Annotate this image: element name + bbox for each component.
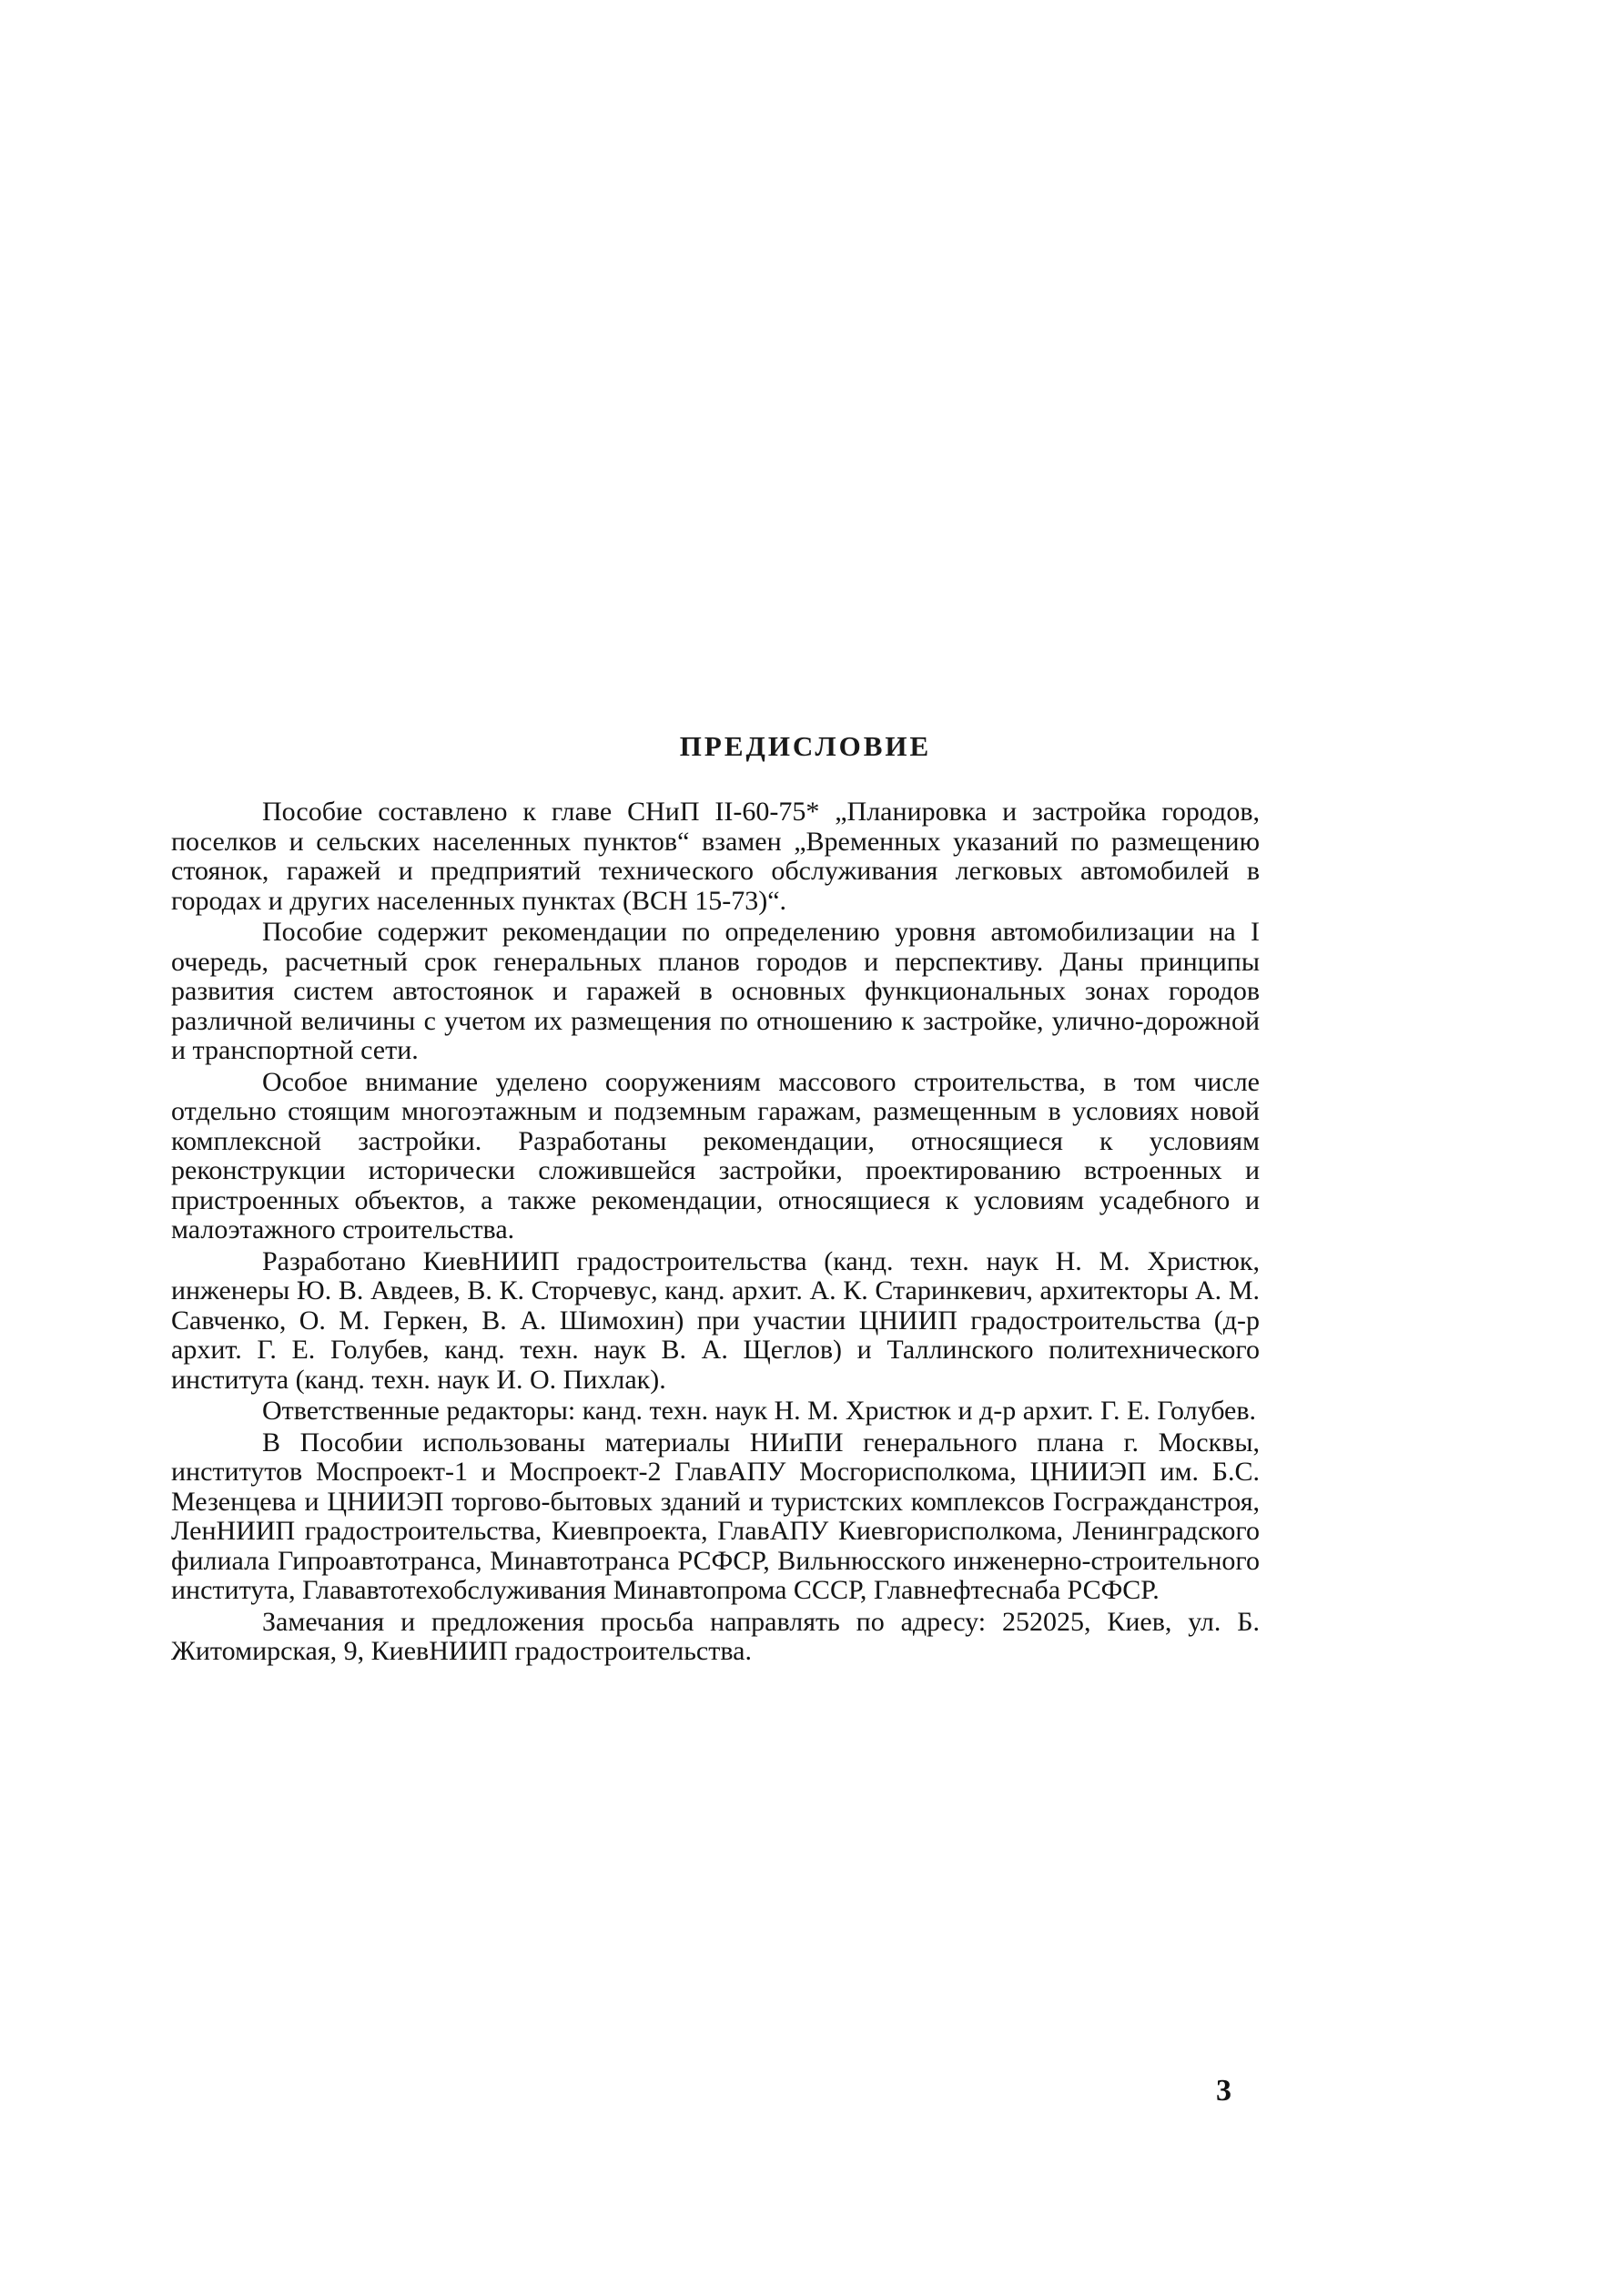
preface-body <box>171 798 1260 1667</box>
page-title: ПРЕДИСЛОВИЕ <box>679 730 932 762</box>
paragraph-editors: Ответственные редакторы: канд. техн. наук Н. М. Христюк и д-р архит. Г. Е. Голубев. <box>262 1396 1257 1426</box>
page-number: 3 <box>1216 2074 1231 2108</box>
paragraph-source: Пособие составлено к главе СНиП II-60-75* „Планировка и застройка городов, поселков и сельских населенных пунктов“ взамен „Временных указаний по размещению стоянок, гаражей и предприятий технического обслуживания легковых автомобилей в городах и других населенных пунктах (ВСН 15-73)“. <box>171 797 1260 916</box>
paragraph-materials: В Пособии использованы материалы НИиПИ генерального плана г. Москвы, институтов Моспроект-1 и Моспроект-2 ГлавАПУ Мосгорисполкома, ЦНИИЭП им. Б.С. Мезенцева и ЦНИИЭП торгово-бытовых зданий и туристских комплексов Госгражданстроя, ЛенНИИП градостроительства, Киевпроекта, ГлавАПУ Киевгорисполкома, Ленинградского филиала Гипроавтотранса, Минавтотранса РСФСР, Вильнюсского инженерно-строительного института, Глававтотехобслуживания Минавтопрома СССР, Главнефтеснаба РСФСР. <box>171 1427 1260 1605</box>
paragraph-focus: Особое внимание уделено сооружениям массового строительства, в том числе отдельно стоящим многоэтажным и подземным гаражам, размещенным в условиях новой комплексной застройки. Разработаны рекомендации, относящиеся к условиям реконструкции исторически сложившейся застройки, проектированию встроенных и пристроенных объектов, а также рекомендации, относящиеся к условиям усадебного и малоэтажного строительства. <box>171 1066 1260 1245</box>
paragraph-contents: Пособие содержит рекомендации по определению уровня автомобилизации на I очередь, расчетный срок генеральных планов городов и перспективу. Даны принципы развития систем автостоянок и гаражей в основных функциональных зонах городов различной величины с учетом их размещения по отношению к застройке, улично-дорожной и транспортной сети. <box>171 917 1260 1065</box>
paragraph-authors: Разработано КиевНИИП градостроительства (канд. техн. наук Н. М. Христюк, инженеры Ю. В. Авдеев, В. К. Сторчевус, канд. архит. А. К. Старинкевич, архитекторы А. М. Савченко, О. М. Геркен, В. А. Шимохин) при участии ЦНИИП градостроительства (д-р архит. Г. Е. Голубев, канд. техн. наук В. А. Щеглов) и Таллинского политехнического института (канд. техн. наук И. О. Пихлак). <box>171 1245 1260 1395</box>
paragraph-feedback-address: Замечания и предложения просьба направлять по адресу: 252025, Киев, ул. Б. Житомирская, 9, КиевНИИП градостроительства. <box>171 1606 1260 1666</box>
